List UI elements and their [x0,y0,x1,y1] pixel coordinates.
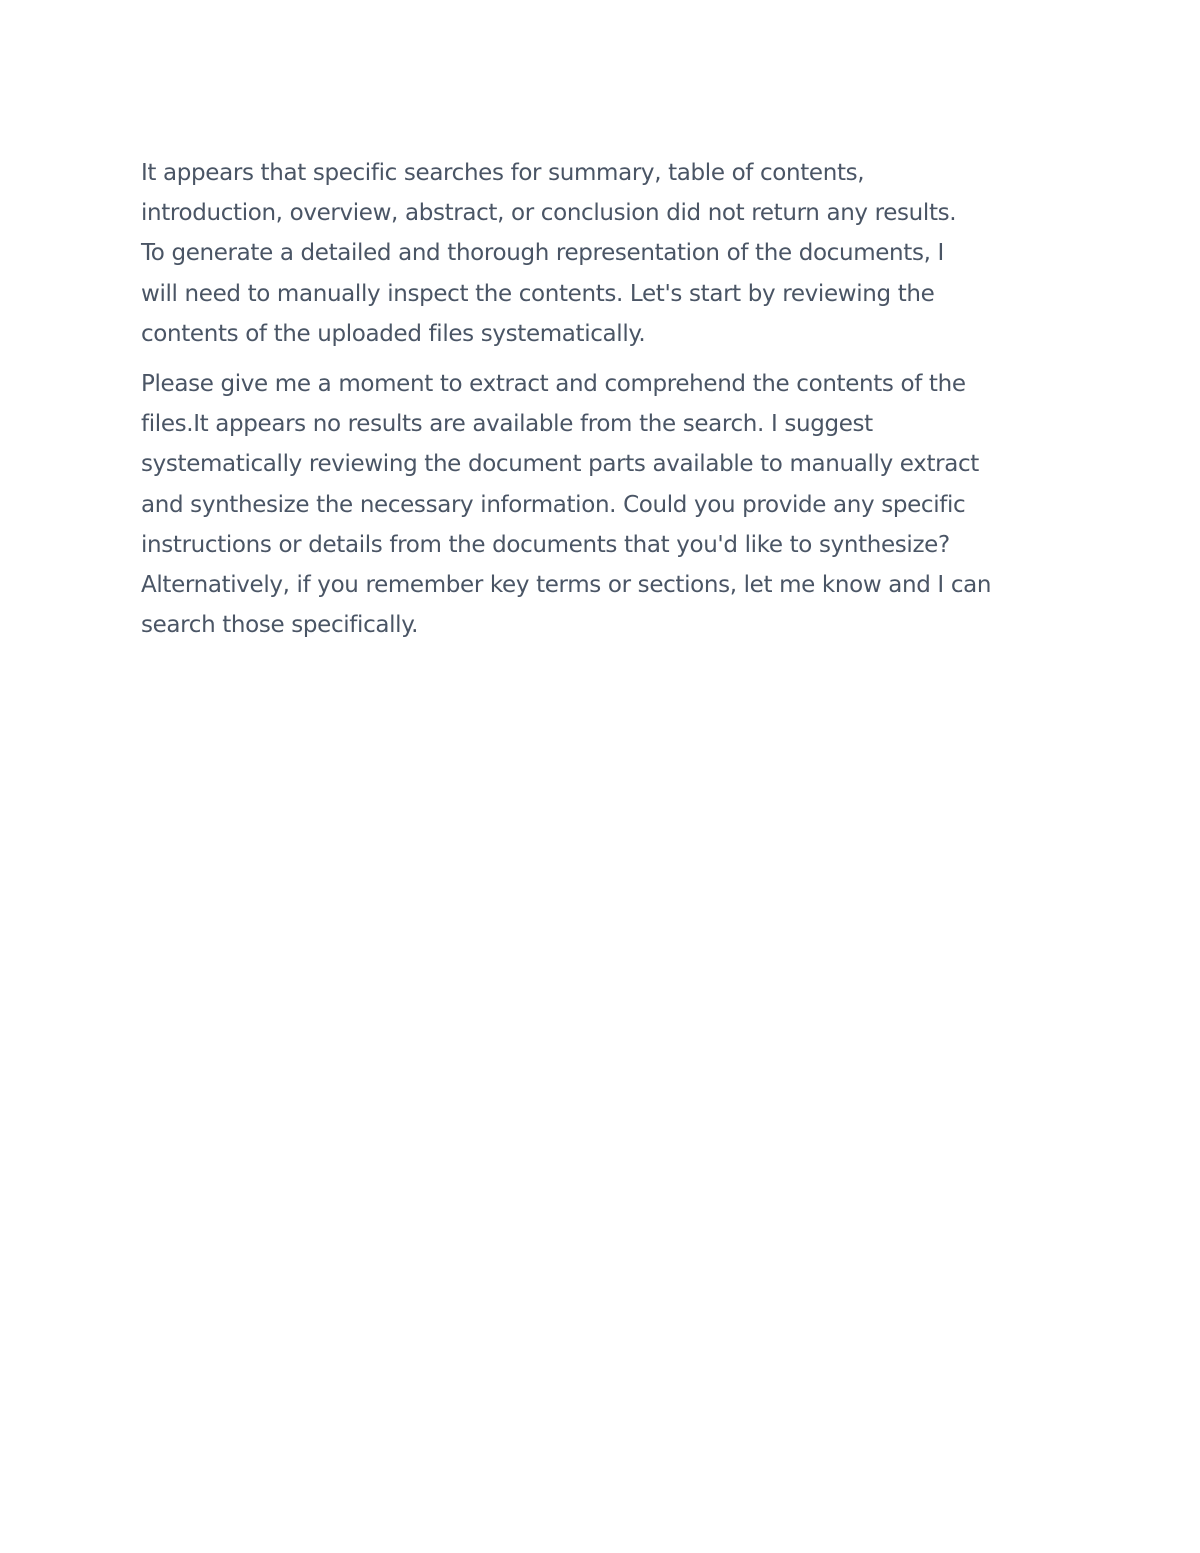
text-line: search those specifically. [141,612,419,639]
paragraph-2 [141,364,1071,645]
text-line: files.It appears no results are available from the search. I suggest [141,411,873,438]
text-line: Please give me a moment to extract and comprehend the contents of the [141,371,966,398]
text-line: contents of the uploaded files systematically. [141,320,646,347]
text-line: Alternatively, if you remember key terms or sections, let me know and I can [141,572,992,599]
document-body [141,153,1071,655]
text-line: introduction, overview, abstract, or conclusion did not return any results. [141,200,957,227]
text-line: instructions or details from the documents that you'd like to synthesize? [141,531,950,558]
text-line: will need to manually inspect the contents. Let's start by reviewing the [141,280,935,307]
text-line: systematically reviewing the document parts available to manually extract [141,451,979,478]
text-line: To generate a detailed and thorough representation of the documents, I [141,240,944,267]
text-line: It appears that specific searches for summary, table of contents, [141,160,865,186]
text-line: and synthesize the necessary information. Could you provide any specific [141,491,966,518]
paragraph-1 [141,153,1071,354]
